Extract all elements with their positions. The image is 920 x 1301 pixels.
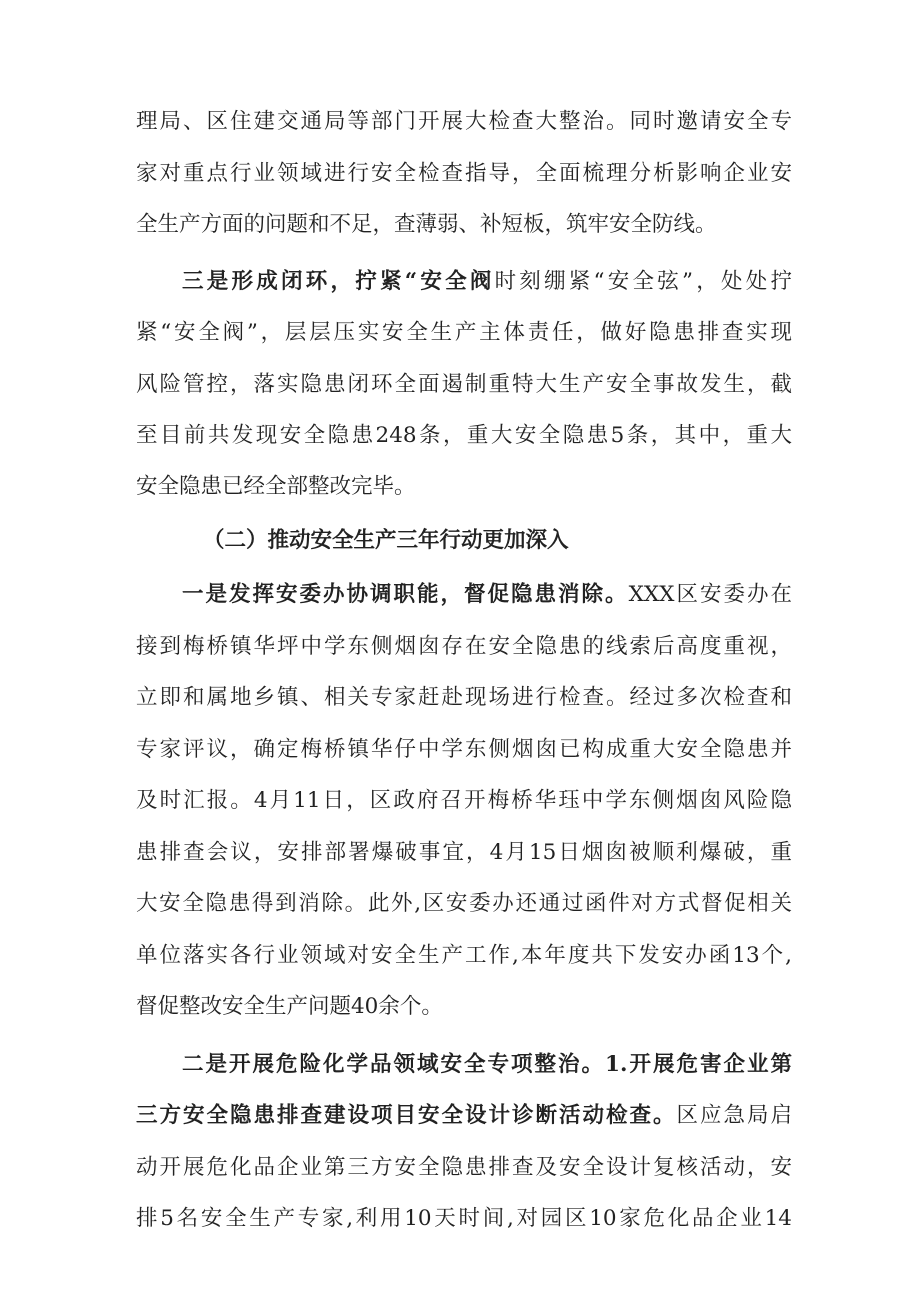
paragraph4-line-2 (136, 1101, 792, 1131)
paragraph2-first-line (182, 267, 792, 297)
paragraph2-line-4: 至目前共发现安全隐患248条，重大安全隐患5条，其中，重大 (136, 423, 792, 448)
paragraph3-lead-bold: 一是发挥安委办协调职能，督促隐患消除。 (182, 582, 629, 607)
paragraph3-first-line (182, 580, 792, 610)
paragraph4-line2-bold: 三方安全隐患排查建设项目安全设计诊断活动检查。 (136, 1103, 677, 1128)
paragraph2-lead-rest: 时刻绷紧“安全弦”，处处拧 (494, 269, 792, 294)
paragraph3-line-5: 及时汇报。4月11日，区政府召开梅桥华珏中学东侧烟囱风险隐 (136, 788, 792, 813)
paragraph4-line-3: 动开展危化品企业第三方安全隐患排查及安全设计复核活动，安 (136, 1155, 792, 1180)
paragraph3-line-6: 患排查会议，安排部署爆破事宜，4月15日烟囱被顺利爆破，重 (136, 840, 792, 865)
paragraph4-first-line (182, 1050, 792, 1080)
paragraph3-line-4: 专家评议，确定梅桥镇华仔中学东侧烟囱已构成重大安全隐患并 (136, 737, 792, 762)
paragraph3-line-9: 督促整改安全生产问题40余个。 (136, 994, 443, 1019)
paragraph3-lead-rest: XXX区安委办在 (628, 582, 792, 607)
paragraph4-lead-bold: 二是开展危险化学品领域安全专项整治。1.开展危害企业第 (182, 1052, 792, 1077)
paragraph4-line2-rest: 区应急局启 (676, 1103, 792, 1128)
paragraph2-line-3: 风险管控，落实隐患闭环全面遏制重特大生产安全事故发生，截 (136, 372, 792, 397)
paragraph2-line-5: 安全隐患已经全部整改完毕。 (136, 474, 416, 499)
paragraph3-line-8: 单位落实各行业领域对安全生产工作,本年度共下发安办函13个, (136, 943, 792, 968)
paragraph3-line-7: 大安全隐患得到消除。此外,区安委办还通过函件对方式督促相关 (136, 891, 792, 916)
paragraph2-lead-bold: 三是形成闭环，拧紧“安全阀 (182, 269, 495, 294)
paragraph1-line-2: 家对重点行业领域进行安全检查指导，全面梳理分析影响企业安 (136, 161, 792, 186)
paragraph3-line-3: 立即和属地乡镇、相关专家赶赴现场进行检查。经过多次检查和 (136, 685, 792, 710)
paragraph2-line-2: 紧“安全阀”，层层压实安全生产主体责任，做好隐患排查实现 (136, 320, 792, 345)
paragraph1-line-3: 全生产方面的问题和不足，查薄弱、补短板，筑牢安全防线。 (136, 212, 717, 237)
section-heading: （二）推动安全生产三年行动更加深入 (203, 528, 569, 553)
paragraph4-line-4: 排5名安全生产专家,利用10天时间,对园区10家危化品企业14 (136, 1206, 792, 1231)
paragraph3-line-2: 接到梅桥镇华坪中学东侧烟囱存在安全隐患的线索后高度重视， (136, 634, 792, 659)
paragraph1-line-1: 理局、区住建交通局等部门开展大检查大整治。同时邀请安全专 (136, 109, 792, 134)
